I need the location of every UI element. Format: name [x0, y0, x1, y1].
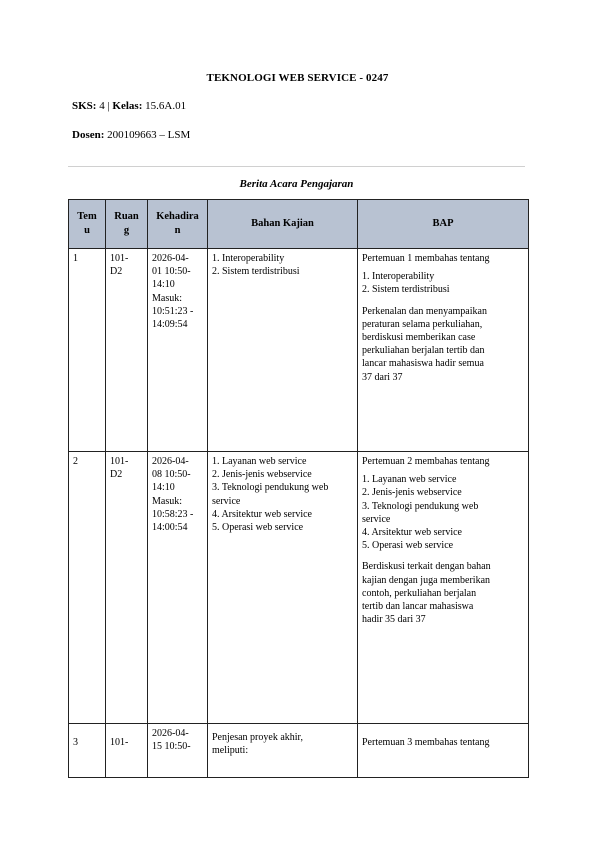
sks-value: 4 | [96, 100, 113, 112]
bahan-item: service [212, 495, 241, 507]
divider [68, 166, 525, 167]
bap-intro: Pertemuan 1 membahas tentang [362, 253, 490, 264]
bap-text-line: Perkenalan dan menyampaikan [362, 305, 487, 317]
cell-kehadiran [148, 452, 208, 724]
bahan-item: 1. Layanan web service [212, 456, 307, 467]
cell-kehadiran [148, 724, 208, 778]
bap-list-item: 2. Jenis-jenis webservice [362, 487, 462, 499]
cell-ruang-line: 101- [110, 737, 129, 748]
table-row [69, 724, 529, 778]
cell-bap [358, 452, 529, 724]
col-header-bap: BAP [358, 200, 529, 249]
page-title: TEKNOLOGI WEB SERVICE - 0247 [206, 72, 389, 84]
bahan-item: meliputi: [212, 745, 249, 757]
bahan-item: 1. Interoperability [212, 253, 285, 264]
bahan-item: 5. Operasi web service [212, 521, 304, 533]
col-header-ruang: Ruan g [106, 200, 148, 249]
bap-text-line: Berdiskusi terkait dengan bahan [362, 561, 491, 573]
cell-kehadiran-line: 10:58:23 - [152, 508, 194, 520]
cell-temu: 2 [69, 452, 106, 724]
cell-kehadiran-line: Masuk: [152, 495, 182, 507]
bap-text-line: lancar mahasiswa hadir semua [362, 358, 484, 370]
cell-kehadiran-line: 14:10 [152, 482, 175, 494]
kelas-label: Kelas: [112, 100, 143, 112]
bahan-item: 2. Sistem terdistribusi [212, 266, 300, 278]
bap-list-item: 2. Sistem terdistribusi [362, 284, 450, 296]
col-header-kehadiran: Kehadira n [148, 200, 208, 249]
cell-kehadiran-line: 14:10 [152, 279, 175, 291]
bap-list-item: service [362, 513, 391, 525]
cell-ruang-line: 101- [110, 253, 129, 264]
bap-list-item: 3. Teknologi pendukung web [362, 500, 479, 512]
cell-ruang [106, 249, 148, 452]
bahan-item: 3. Teknologi pendukung web [212, 482, 329, 494]
col-header-bahan-kajian: Bahan Kajian [208, 200, 358, 249]
bap-text-line: berdiskusi memberikan case [362, 331, 476, 343]
bap-text-line: contoh, perkuliahan berjalan [362, 587, 477, 599]
table-row [69, 249, 529, 452]
cell-kehadiran-line: 10:51:23 - [152, 305, 194, 317]
bahan-item: Penjesan proyek akhir, [212, 732, 303, 743]
dosen-value: 200109663 – LSM [104, 129, 191, 141]
bap-text-line: 37 dari 37 [362, 371, 403, 383]
bap-list-item: 1. Interoperability [362, 271, 435, 283]
section-title: Berita Acara Pengajaran [239, 178, 354, 190]
bap-list-item: 5. Operasi web service [362, 540, 454, 552]
cell-bahan-kajian [208, 249, 358, 452]
bap-intro: Pertemuan 3 membahas tentang [362, 737, 490, 748]
bap-text-line: perkuliahan berjalan tertib dan [362, 345, 485, 357]
dosen-line [72, 129, 190, 141]
cell-kehadiran-line: 2026-04- [152, 456, 189, 467]
cell-kehadiran-line: 01 10:50- [152, 266, 191, 278]
bahan-item: 4. Arsitektur web service [212, 508, 312, 520]
bap-text-line: tertib dan lancar mahasiswa [362, 600, 474, 612]
kelas-value: 15.6A.01 [142, 100, 187, 112]
cell-ruang-line: D2 [110, 469, 123, 481]
cell-temu: 1 [69, 249, 106, 452]
cell-kehadiran-line: 14:09:54 [152, 318, 188, 330]
table-header-row [69, 200, 529, 249]
cell-kehadiran-line: 08 10:50- [152, 469, 191, 481]
bap-text-line: peraturan selama perkuliahan, [362, 318, 483, 330]
cell-kehadiran-line: 2026-04- [152, 728, 189, 739]
cell-bap [358, 724, 529, 778]
cell-ruang-line: 101- [110, 456, 129, 467]
col-header-temu: Tem u [69, 200, 106, 249]
cell-bahan-kajian [208, 452, 358, 724]
sks-label: SKS: [72, 100, 97, 112]
cell-temu: 3 [69, 724, 106, 778]
cell-kehadiran-line: 15 10:50- [152, 741, 191, 753]
cell-bahan-kajian [208, 724, 358, 778]
bap-list-item: 1. Layanan web service [362, 474, 457, 486]
bahan-item: 2. Jenis-jenis webservice [212, 469, 312, 481]
cell-ruang [106, 452, 148, 724]
bap-list-item: 4. Arsitektur web service [362, 526, 462, 538]
cell-kehadiran-line: 2026-04- [152, 253, 189, 264]
cell-kehadiran-line: Masuk: [152, 292, 182, 304]
bap-text-line: kajian dengan juga memberikan [362, 574, 491, 586]
bap-intro: Pertemuan 2 membahas tentang [362, 456, 490, 467]
table-row [69, 452, 529, 724]
cell-ruang [106, 724, 148, 778]
sks-kelas-line [72, 100, 186, 112]
bap-table [68, 199, 529, 778]
cell-kehadiran-line: 14:00:54 [152, 521, 188, 533]
cell-ruang-line: D2 [110, 266, 123, 278]
bap-text-line: hadir 35 dari 37 [362, 614, 426, 626]
cell-bap [358, 249, 529, 452]
cell-kehadiran [148, 249, 208, 452]
dosen-label: Dosen: [72, 129, 105, 141]
